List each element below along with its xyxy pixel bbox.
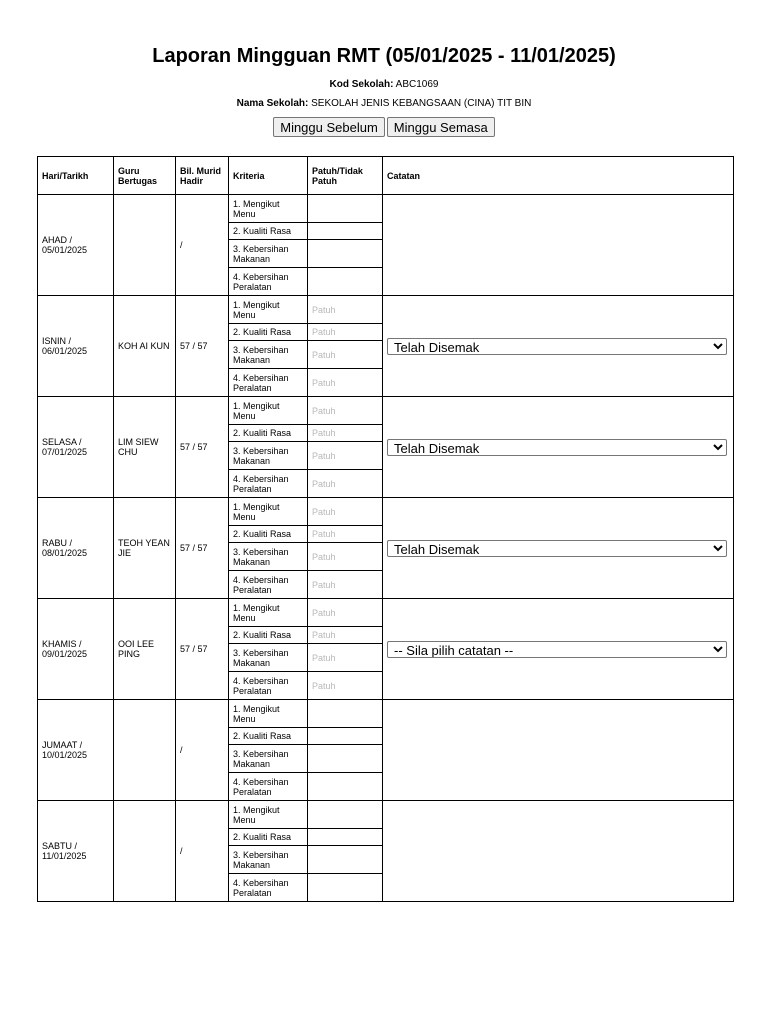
table-row [38,700,734,728]
day-date-cell: RABU / 08/01/2025 [38,498,114,599]
school-name [0,98,768,110]
notes-select[interactable] [387,540,727,557]
week-navigation [0,117,768,137]
criteria-cell: 2. Kualiti Rasa [229,324,308,341]
notes-cell [383,498,734,599]
compliance-cell [308,773,383,801]
attendance-cell: 57 / 57 [176,397,229,498]
school-name-value: SEKOLAH JENIS KEBANGSAAN (CINA) TIT BIN [311,98,532,109]
criteria-cell: 1. Mengikut Menu [229,498,308,526]
notes-cell [383,599,734,700]
criteria-cell: 1. Mengikut Menu [229,801,308,829]
school-code [0,79,768,91]
table-row [38,599,734,627]
criteria-cell: 4. Kebersihan Peralatan [229,571,308,599]
criteria-cell: 1. Mengikut Menu [229,195,308,223]
header-catatan: Catatan [383,157,734,195]
compliance-cell: Patuh [308,627,383,644]
compliance-cell: Patuh [308,442,383,470]
criteria-cell: 1. Mengikut Menu [229,397,308,425]
compliance-cell [308,700,383,728]
criteria-cell: 4. Kebersihan Peralatan [229,369,308,397]
compliance-cell: Patuh [308,296,383,324]
school-name-label: Nama Sekolah: [236,98,309,109]
criteria-cell: 4. Kebersihan Peralatan [229,672,308,700]
criteria-cell: 4. Kebersihan Peralatan [229,874,308,902]
compliance-cell: Patuh [308,470,383,498]
compliance-cell [308,829,383,846]
header-patuh: Patuh/Tidak Patuh [308,157,383,195]
compliance-cell: Patuh [308,644,383,672]
compliance-cell [308,240,383,268]
attendance-cell: / [176,195,229,296]
attendance-cell: / [176,801,229,902]
criteria-cell: 2. Kualiti Rasa [229,728,308,745]
duty-teacher-cell [114,700,176,801]
current-week-button[interactable]: Minggu Semasa [387,117,495,137]
header-kriteria: Kriteria [229,157,308,195]
compliance-cell [308,195,383,223]
table-row [38,498,734,526]
weekly-report-table [37,156,734,902]
compliance-cell: Patuh [308,341,383,369]
compliance-cell: Patuh [308,599,383,627]
criteria-cell: 2. Kualiti Rasa [229,223,308,240]
notes-select[interactable] [387,338,727,355]
compliance-cell: Patuh [308,324,383,341]
compliance-cell [308,846,383,874]
duty-teacher-cell: KOH AI KUN [114,296,176,397]
compliance-cell [308,268,383,296]
compliance-cell: Patuh [308,425,383,442]
compliance-cell [308,745,383,773]
notes-select[interactable] [387,439,727,456]
notes-cell [383,700,734,801]
duty-teacher-cell [114,195,176,296]
attendance-cell: / [176,700,229,801]
duty-teacher-cell: OOI LEE PING [114,599,176,700]
notes-cell [383,195,734,296]
compliance-cell: Patuh [308,498,383,526]
notes-select[interactable] [387,641,727,658]
header-murid: Bil. Murid Hadir [176,157,229,195]
compliance-cell: Patuh [308,526,383,543]
compliance-cell [308,801,383,829]
compliance-cell: Patuh [308,397,383,425]
compliance-cell [308,223,383,240]
criteria-cell: 1. Mengikut Menu [229,700,308,728]
day-date-cell: JUMAAT / 10/01/2025 [38,700,114,801]
criteria-cell: 2. Kualiti Rasa [229,425,308,442]
compliance-cell [308,874,383,902]
duty-teacher-cell: LIM SIEW CHU [114,397,176,498]
day-date-cell: AHAD / 05/01/2025 [38,195,114,296]
duty-teacher-cell [114,801,176,902]
criteria-cell: 4. Kebersihan Peralatan [229,773,308,801]
day-date-cell: KHAMIS / 09/01/2025 [38,599,114,700]
notes-cell [383,296,734,397]
criteria-cell: 3. Kebersihan Makanan [229,543,308,571]
criteria-cell: 4. Kebersihan Peralatan [229,268,308,296]
criteria-cell: 2. Kualiti Rasa [229,829,308,846]
day-date-cell: SELASA / 07/01/2025 [38,397,114,498]
table-row [38,801,734,829]
criteria-cell: 4. Kebersihan Peralatan [229,470,308,498]
day-date-cell: SABTU / 11/01/2025 [38,801,114,902]
compliance-cell: Patuh [308,543,383,571]
day-date-cell: ISNIN / 06/01/2025 [38,296,114,397]
criteria-cell: 1. Mengikut Menu [229,599,308,627]
criteria-cell: 3. Kebersihan Makanan [229,745,308,773]
attendance-cell: 57 / 57 [176,498,229,599]
duty-teacher-cell: TEOH YEAN JIE [114,498,176,599]
criteria-cell: 3. Kebersihan Makanan [229,341,308,369]
compliance-cell: Patuh [308,369,383,397]
school-code-value: ABC1069 [395,79,439,90]
criteria-cell: 3. Kebersihan Makanan [229,442,308,470]
compliance-cell [308,728,383,745]
notes-cell [383,397,734,498]
criteria-cell: 3. Kebersihan Makanan [229,644,308,672]
criteria-cell: 3. Kebersihan Makanan [229,240,308,268]
compliance-cell: Patuh [308,571,383,599]
header-guru: Guru Bertugas [114,157,176,195]
notes-cell [383,801,734,902]
criteria-cell: 2. Kualiti Rasa [229,526,308,543]
criteria-cell: 2. Kualiti Rasa [229,627,308,644]
header-hari: Hari/Tarikh [38,157,114,195]
page-title: Laporan Mingguan RMT (05/01/2025 - 11/01/2025) [152,45,616,67]
school-code-label: Kod Sekolah: [329,79,394,90]
attendance-cell: 57 / 57 [176,599,229,700]
attendance-cell: 57 / 57 [176,296,229,397]
table-header-row [38,157,734,195]
criteria-cell: 3. Kebersihan Makanan [229,846,308,874]
criteria-cell: 1. Mengikut Menu [229,296,308,324]
table-row [38,397,734,425]
table-row [38,296,734,324]
previous-week-button[interactable]: Minggu Sebelum [273,117,385,137]
compliance-cell: Patuh [308,672,383,700]
table-row [38,195,734,223]
